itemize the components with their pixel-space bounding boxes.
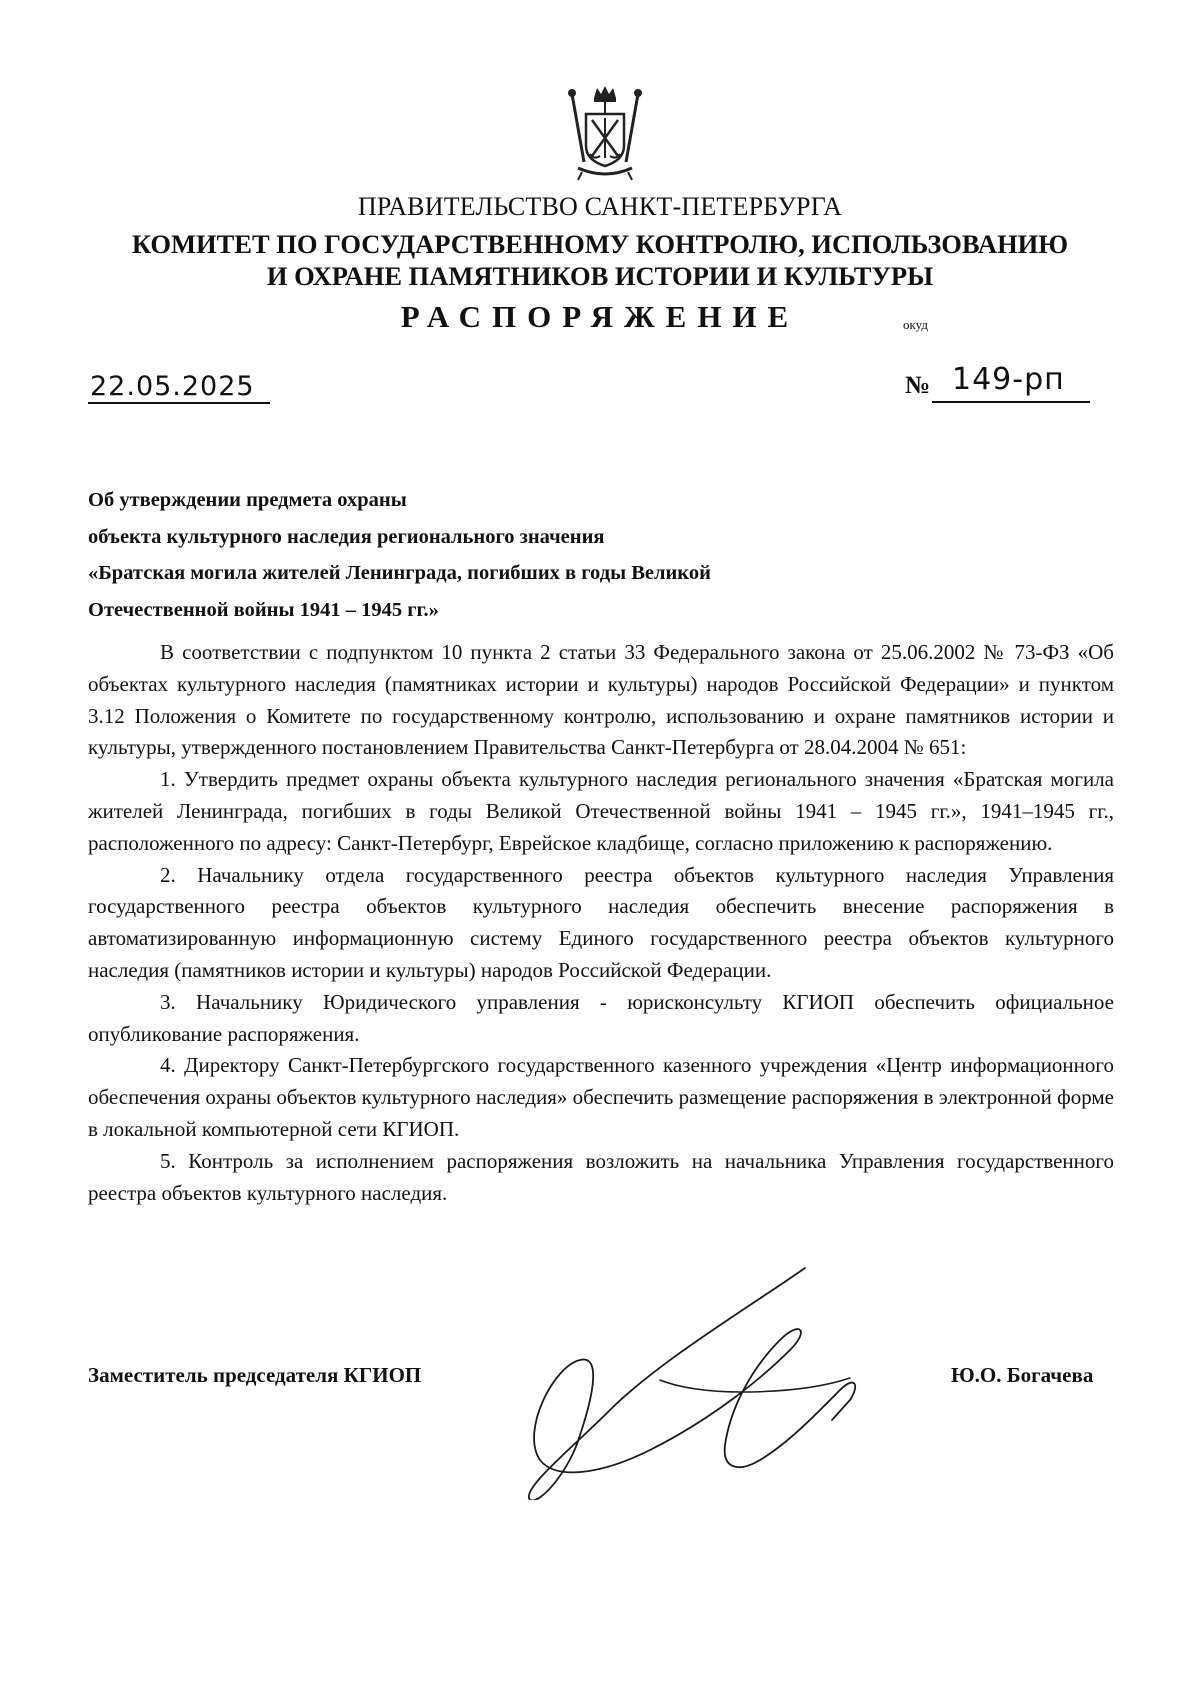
signatory-title: Заместитель председателя КГИОП xyxy=(88,1363,422,1387)
body-paragraph-5: 5. Контроль за исполнением распоряжения возложить на начальника Управления государственного реестра объектов культурного наследия. xyxy=(88,1148,1114,1205)
document-number: 149-рп xyxy=(952,362,1065,397)
subject-line: объекта культурного наследия регионального значения xyxy=(88,525,605,548)
committee-title-line2: И ОХРАНЕ ПАМЯТНИКОВ ИСТОРИИ И КУЛЬТУРЫ xyxy=(266,261,934,291)
document-type: РАСПОРЯЖЕНИЕ xyxy=(400,299,800,334)
document-subject xyxy=(88,482,711,628)
handwritten-signature xyxy=(460,1260,920,1500)
subject-line: Отечественной войны 1941 – 1945 гг.» xyxy=(88,598,439,621)
body-paragraph-2: 2. Начальнику отдела государственного реестра объектов культурного наследия Управления государственного реестра объектов культурного наследия обеспечить внесение распоряжения в автоматизированную информационную систему Единого государственного реестра объектов культурного наследия (памятников истории и культуры) народов Российской Федерации. xyxy=(88,862,1114,982)
body-paragraph-preamble: В соответствии с подпунктом 10 пункта 2 статьи 33 Федерального закона от 25.06.2002 № 73-ФЗ «Об объектах культурного наследия (памятниках истории и культуры) народов Российской Федерации» и пунктом 3.12 Положения о Комитете по государственному контролю, использованию и охране памятников истории и культуры, утвержденного постановлением Правительства Санкт-Петербурга от 28.04.2004 № 651: xyxy=(88,640,1114,760)
government-title: ПРАВИТЕЛЬСТВО САНКТ-ПЕТЕРБУРГА xyxy=(357,192,843,221)
okud-label: окуд xyxy=(903,317,928,332)
body-paragraph-4: 4. Директору Санкт-Петербургского государственного казенного учреждения «Центр информационного обеспечения охраны объектов культурного наследия» обеспечить размещение распоряжения в электронной форме в локальной компьютерной сети КГИОП. xyxy=(88,1053,1114,1141)
document-date: 22.05.2025 xyxy=(90,371,255,402)
coat-of-arms-icon xyxy=(564,84,646,184)
date-field xyxy=(88,368,270,404)
body-paragraph-3: 3. Начальнику Юридического управления - юрисконсульту КГИОП обеспечить официальное опубликование распоряжения. xyxy=(88,989,1114,1046)
signatory-name: Ю.О. Богачева xyxy=(951,1363,1094,1387)
committee-title-line1: КОМИТЕТ ПО ГОСУДАРСТВЕННОМУ КОНТРОЛЮ, ИСПОЛЬЗОВАНИЮ xyxy=(131,229,1069,259)
committee-title xyxy=(0,228,1200,292)
subject-line: «Братская могила жителей Ленинграда, погибших в годы Великой xyxy=(88,562,711,584)
subject-line: Об утверждении предмета охраны xyxy=(88,489,407,511)
body-paragraph-1: 1. Утвердить предмет охраны объекта культурного наследия регионального значения «Братская могила жителей Ленинграда, погибших в годы Великой Отечественной войны 1941 – 1945 гг.», 1941–1945 гг., расположенного по адресу: Санкт-Петербург, Еврейское кладбище, согласно приложению к распоряжению. xyxy=(88,767,1114,855)
number-underline xyxy=(932,401,1090,403)
number-label: № xyxy=(905,372,931,399)
document-body xyxy=(88,637,1114,1209)
